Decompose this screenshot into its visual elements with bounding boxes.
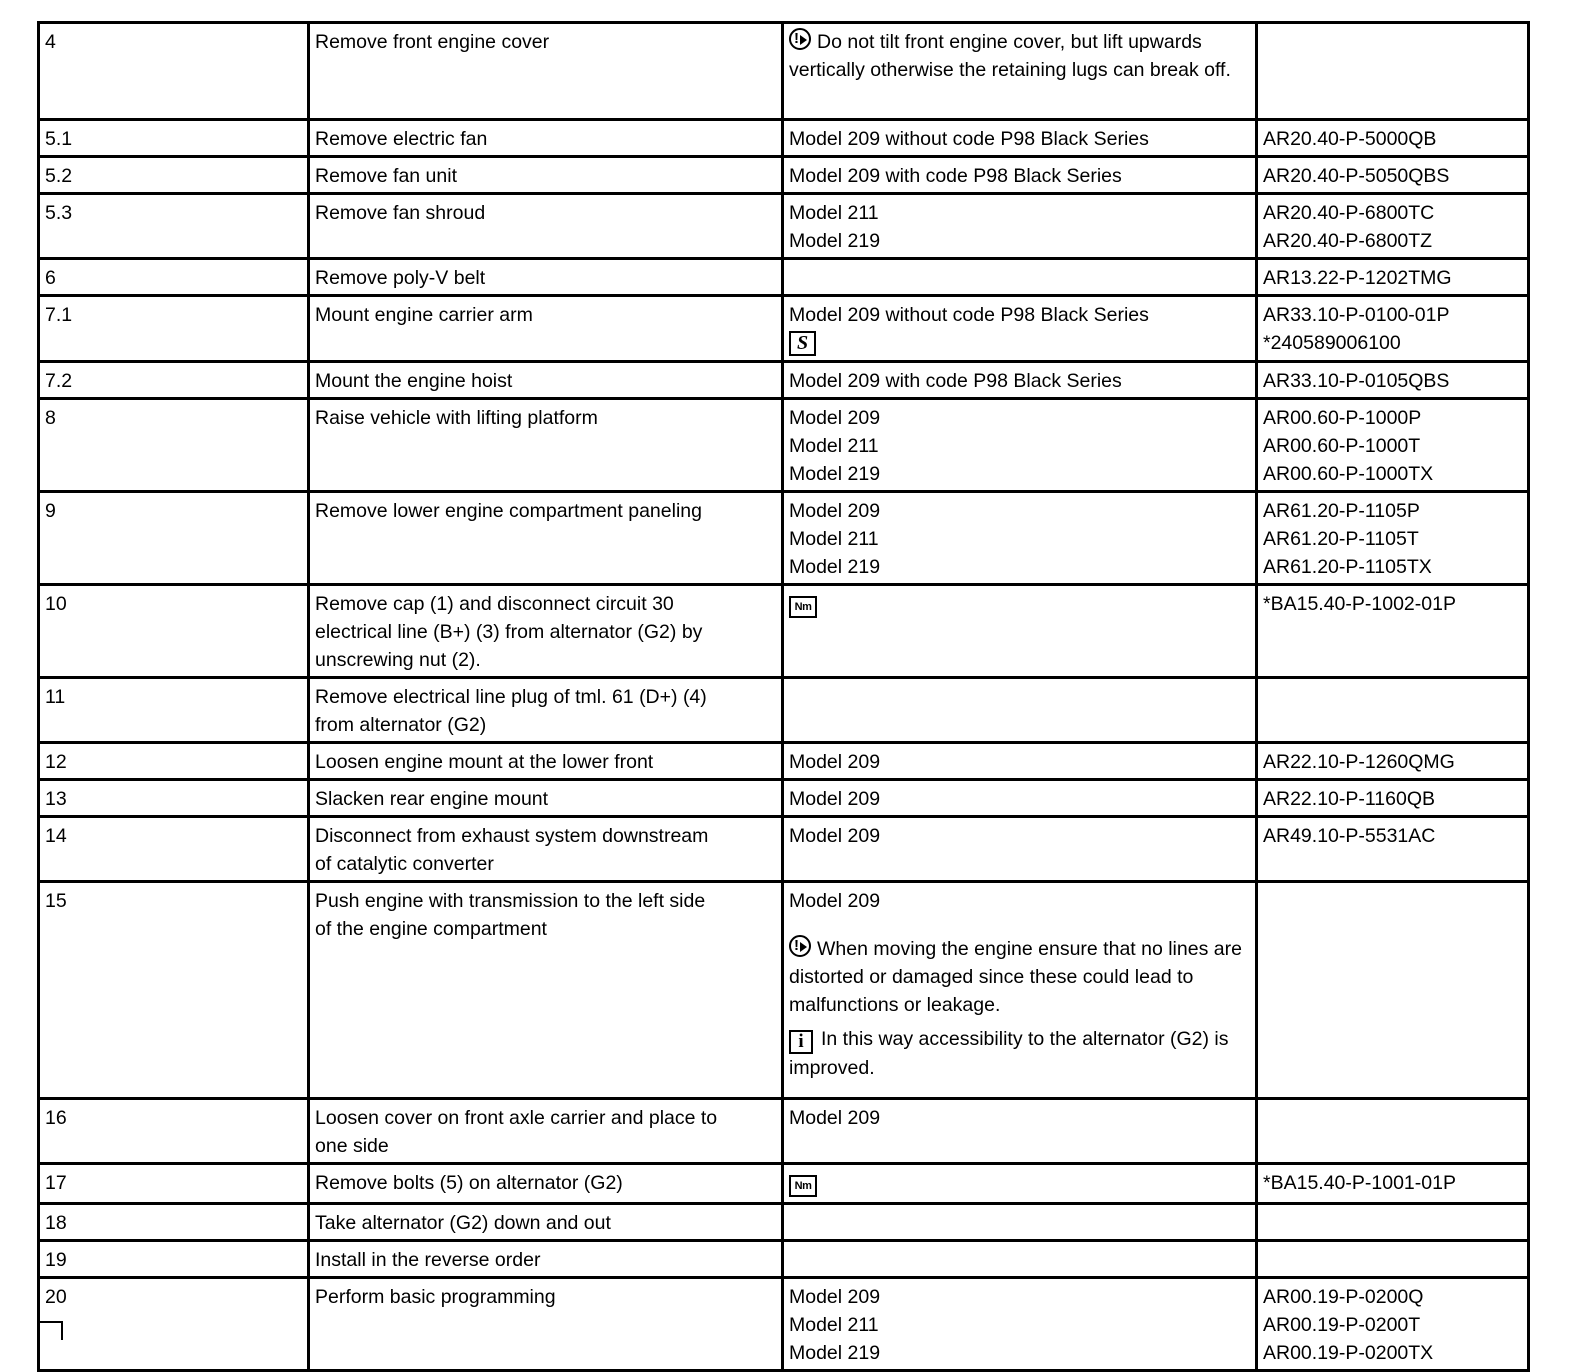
- model-note: Model 209 with code P98 Black Series: [789, 370, 1122, 392]
- action-cell: [309, 1204, 783, 1241]
- action-cell: [309, 296, 783, 362]
- action-text: of catalytic converter: [315, 853, 494, 875]
- table-row: [39, 362, 1529, 399]
- reference-cell: [1257, 817, 1529, 882]
- warning-text: When moving the engine ensure that no lines are distorted or damaged since these could lead to malfunctions or leakage.: [789, 938, 1242, 1016]
- reference-cell: [1257, 399, 1529, 492]
- model-note: Model 209: [789, 1286, 881, 1308]
- reference-link[interactable]: AR61.20-P-1105T: [1263, 528, 1419, 550]
- action-text: from alternator (G2): [315, 714, 487, 736]
- action-cell: [309, 399, 783, 492]
- model-note: Model 209: [789, 1107, 881, 1129]
- action-cell: [309, 780, 783, 817]
- reference-link[interactable]: *240589006100: [1263, 332, 1401, 354]
- action-cell: [309, 1099, 783, 1164]
- notes-cell: [783, 259, 1257, 296]
- torque-icon[interactable]: Nm: [789, 1175, 817, 1197]
- note-icon: [789, 935, 811, 957]
- note-icon: [789, 28, 811, 50]
- step-number: 15: [39, 882, 309, 1099]
- table-row: [39, 743, 1529, 780]
- action-text: Perform basic programming: [315, 1286, 556, 1308]
- reference-link[interactable]: AR61.20-P-1105TX: [1263, 556, 1432, 578]
- notes-cell: [783, 743, 1257, 780]
- model-note: Model 211: [789, 1314, 879, 1336]
- action-text: Raise vehicle with lifting platform: [315, 407, 598, 429]
- step-number: 12: [39, 743, 309, 780]
- action-cell: [309, 882, 783, 1099]
- action-cell: [309, 259, 783, 296]
- notes-cell: [783, 882, 1257, 1099]
- action-cell: [309, 817, 783, 882]
- action-text: Mount the engine hoist: [315, 370, 513, 392]
- reference-cell: [1257, 780, 1529, 817]
- model-note: Model 209: [789, 825, 881, 847]
- model-note: Model 219: [789, 1342, 881, 1364]
- model-note: Model 209: [789, 407, 881, 429]
- notes-cell: [783, 780, 1257, 817]
- warning-text: Do not tilt front engine cover, but lift upwards vertically otherwise the retaining lugs can break off.: [789, 31, 1231, 81]
- reference-link[interactable]: AR20.40-P-6800TZ: [1263, 230, 1433, 252]
- table-row: [39, 120, 1529, 157]
- model-note: Model 211: [789, 528, 879, 550]
- model-note: Model 211: [789, 202, 879, 224]
- action-text: Remove front engine cover: [315, 31, 550, 53]
- model-note: Model 219: [789, 230, 881, 252]
- notes-cell: [783, 362, 1257, 399]
- step-number: 5.1: [39, 120, 309, 157]
- step-number: 10: [39, 585, 309, 678]
- reference-cell: [1257, 882, 1529, 1099]
- step-number: 8: [39, 399, 309, 492]
- reference-link[interactable]: AR13.22-P-1202TMG: [1263, 267, 1452, 289]
- step-number: 18: [39, 1204, 309, 1241]
- notes-cell: [783, 399, 1257, 492]
- step-number: 13: [39, 780, 309, 817]
- model-note: Model 219: [789, 556, 881, 578]
- info-text: In this way accessibility to the alternator (G2) is improved.: [789, 1028, 1229, 1079]
- action-text: Remove lower engine compartment paneling: [315, 500, 702, 522]
- step-number: 7.1: [39, 296, 309, 362]
- reference-cell: [1257, 23, 1529, 120]
- table-row: [39, 780, 1529, 817]
- reference-link[interactable]: AR20.40-P-6800TC: [1263, 202, 1435, 224]
- step-number: 5.2: [39, 157, 309, 194]
- action-cell: [309, 1278, 783, 1371]
- action-text: Install in the reverse order: [315, 1249, 541, 1271]
- table-row: [39, 194, 1529, 259]
- action-text: electrical line (B+) (3) from alternator (G2) by: [315, 621, 703, 643]
- step-number: 7.2: [39, 362, 309, 399]
- action-cell: [309, 23, 783, 120]
- reference-cell: [1257, 678, 1529, 743]
- model-note: Model 209: [789, 500, 881, 522]
- notes-cell: [783, 1164, 1257, 1204]
- notes-cell: [783, 1241, 1257, 1278]
- step-number: 11: [39, 678, 309, 743]
- action-cell: [309, 1164, 783, 1204]
- reference-link[interactable]: AR00.60-P-1000T: [1263, 435, 1421, 457]
- step-number: 6: [39, 259, 309, 296]
- action-text: unscrewing nut (2).: [315, 649, 481, 671]
- reference-cell: [1257, 259, 1529, 296]
- table-row: [39, 1164, 1529, 1204]
- notes-cell: [783, 817, 1257, 882]
- table-row: [39, 492, 1529, 585]
- table-row: [39, 157, 1529, 194]
- reference-cell: [1257, 1241, 1529, 1278]
- action-text: Disconnect from exhaust system downstream: [315, 825, 709, 847]
- step-number: 19: [39, 1241, 309, 1278]
- action-text: Remove bolts (5) on alternator (G2): [315, 1172, 623, 1194]
- action-text: Remove fan unit: [315, 165, 457, 187]
- next-page-marker: [37, 1321, 63, 1340]
- reference-cell: [1257, 492, 1529, 585]
- step-number: 9: [39, 492, 309, 585]
- action-text: Remove electrical line plug of tml. 61 (D+) (4): [315, 686, 707, 708]
- reference-cell: [1257, 1278, 1529, 1371]
- action-cell: [309, 492, 783, 585]
- reference-link[interactable]: AR61.20-P-1105P: [1263, 500, 1420, 522]
- info-icon: i: [789, 1030, 813, 1054]
- action-text: one side: [315, 1135, 389, 1157]
- step-number: 14: [39, 817, 309, 882]
- action-text: of the engine compartment: [315, 918, 547, 940]
- action-cell: [309, 362, 783, 399]
- model-note: Model 209: [789, 890, 881, 912]
- reference-cell: [1257, 585, 1529, 678]
- action-text: Loosen engine mount at the lower front: [315, 751, 654, 773]
- reference-link[interactable]: AR00.19-P-0200TX: [1263, 1342, 1434, 1364]
- step-number: 20: [39, 1278, 309, 1371]
- reference-link[interactable]: AR00.60-P-1000TX: [1263, 463, 1434, 485]
- action-text: Remove poly-V belt: [315, 267, 486, 289]
- torque-icon[interactable]: Nm: [789, 596, 817, 618]
- notes-cell: [783, 120, 1257, 157]
- table-row: [39, 259, 1529, 296]
- notes-cell: [783, 585, 1257, 678]
- reference-link[interactable]: AR33.10-P-0105QBS: [1263, 370, 1450, 392]
- notes-cell: [783, 157, 1257, 194]
- model-note: Model 209: [789, 788, 881, 810]
- reference-link[interactable]: AR33.10-P-0100-01P: [1263, 304, 1450, 326]
- table-row: [39, 1241, 1529, 1278]
- table-row: [39, 585, 1529, 678]
- reference-link[interactable]: *BA15.40-P-1001-01P: [1263, 1172, 1456, 1194]
- reference-cell: [1257, 157, 1529, 194]
- action-text: Loosen cover on front axle carrier and place to: [315, 1107, 718, 1129]
- notes-cell: [783, 1278, 1257, 1371]
- action-text: Mount engine carrier arm: [315, 304, 533, 326]
- table-row: [39, 296, 1529, 362]
- notes-cell: [783, 194, 1257, 259]
- reference-cell: [1257, 362, 1529, 399]
- action-text: Remove cap (1) and disconnect circuit 30: [315, 593, 674, 615]
- table-row: [39, 1204, 1529, 1241]
- reference-cell: [1257, 1204, 1529, 1241]
- action-text: Slacken rear engine mount: [315, 788, 549, 810]
- reference-link[interactable]: *BA15.40-P-1002-01P: [1263, 593, 1456, 615]
- reference-link[interactable]: AR20.40-P-5000QB: [1263, 128, 1437, 150]
- special-tool-icon[interactable]: S: [789, 331, 816, 356]
- action-cell: [309, 678, 783, 743]
- notes-cell: [783, 1099, 1257, 1164]
- notes-cell: [783, 1204, 1257, 1241]
- reference-link[interactable]: AR00.60-P-1000P: [1263, 407, 1422, 429]
- reference-cell: [1257, 194, 1529, 259]
- model-note: Model 219: [789, 463, 881, 485]
- action-cell: [309, 157, 783, 194]
- model-note: Model 209 without code P98 Black Series: [789, 128, 1149, 150]
- notes-cell: [783, 296, 1257, 362]
- step-number: 5.3: [39, 194, 309, 259]
- action-cell: [309, 194, 783, 259]
- model-note: Model 209: [789, 751, 881, 773]
- table-row: [39, 1278, 1529, 1371]
- table-row: [39, 23, 1529, 120]
- step-number: 16: [39, 1099, 309, 1164]
- reference-cell: [1257, 743, 1529, 780]
- reference-link[interactable]: AR22.10-P-1260QMG: [1263, 751, 1455, 773]
- action-text: Push engine with transmission to the left side: [315, 890, 706, 912]
- reference-cell: [1257, 296, 1529, 362]
- notes-cell: [783, 492, 1257, 585]
- table-row: [39, 1099, 1529, 1164]
- reference-cell: [1257, 1164, 1529, 1204]
- reference-link[interactable]: AR00.19-P-0200T: [1263, 1314, 1421, 1336]
- model-note: Model 209 with code P98 Black Series: [789, 165, 1122, 187]
- action-cell: [309, 1241, 783, 1278]
- model-note: Model 211: [789, 435, 879, 457]
- reference-link[interactable]: AR49.10-P-5531AC: [1263, 825, 1436, 847]
- notes-cell: [783, 23, 1257, 120]
- table-row: [39, 882, 1529, 1099]
- reference-cell: [1257, 120, 1529, 157]
- reference-link[interactable]: AR20.40-P-5050QBS: [1263, 165, 1450, 187]
- action-cell: [309, 120, 783, 157]
- action-text: Remove fan shroud: [315, 202, 486, 224]
- action-text: Remove electric fan: [315, 128, 488, 150]
- table-row: [39, 399, 1529, 492]
- procedure-table: [37, 21, 1530, 1372]
- reference-cell: [1257, 1099, 1529, 1164]
- reference-link[interactable]: AR00.19-P-0200Q: [1263, 1286, 1424, 1308]
- reference-link[interactable]: AR22.10-P-1160QB: [1263, 788, 1435, 810]
- action-text: Take alternator (G2) down and out: [315, 1212, 611, 1234]
- notes-cell: [783, 678, 1257, 743]
- step-number: 4: [39, 23, 309, 120]
- model-note: Model 209 without code P98 Black Series: [789, 304, 1149, 326]
- step-number: 17: [39, 1164, 309, 1204]
- action-cell: [309, 585, 783, 678]
- table-row: [39, 678, 1529, 743]
- table-row: [39, 817, 1529, 882]
- action-cell: [309, 743, 783, 780]
